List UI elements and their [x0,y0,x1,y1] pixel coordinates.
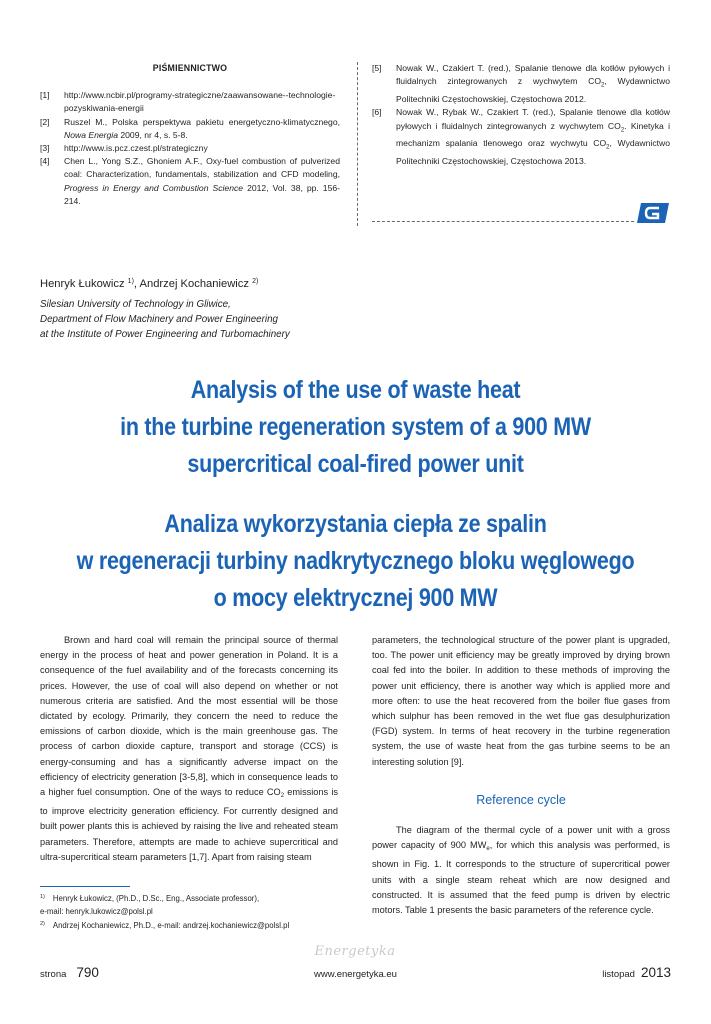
footnotes [40,891,289,932]
reference-item [372,62,670,106]
reference-number: [2] [40,116,50,127]
journal-end-mark-icon [637,203,669,223]
website-link[interactable]: www.energetyka.eu [314,969,397,980]
page-number: 790 [76,965,99,980]
reference-text: http://www.is.pcz.czest.pl/strategiczny [64,143,208,154]
footnote: $^{1)}$ Henryk Łukowicz, (Ph.D., D.Sc., Eng., Associate professor), [40,894,260,903]
reference-number: [4] [40,156,50,167]
body-paragraph: The diagram of the thermal cycle of a power unit with a gross power capacity of 900 $MW_e$, for which this analysis was performed, is shown in Fig. 1. It corresponds to the structure of supercritical power units with a single steam reheat which are now designed and constructed. It is assumed that the feed pump is driven by electric motors. Table 1 presents the basic parameters of the reference cycle. [372,825,670,916]
page-label: strona [40,969,67,980]
section-heading: Reference cycle [476,792,566,807]
issue-month: listopad [602,969,635,980]
references-right [372,62,670,169]
reference-item [40,116,340,142]
issue-date [602,965,671,980]
body-paragraph: parameters, the technological structure of the power plant is upgraded, too. The power unit efficiency may be greatly improved by drying brown coal fed into the boiler. In addition to these methods of improving the power unit efficiency, there is another way which is applied more and more often: to use the heat recovered from the boiler flue gases from which sulphur has been removed in the wet flue gas desulphurization (FGD) system. In terms of heat recovery in the turbine regeneration system, the use of waste heat from the gas turbine seems to be an interesting solution [9]. [372,635,670,767]
references-heading: PIŚMIENNICTWO [152,63,228,73]
title-english: Analysis of the use of waste heat in the turbine regeneration system of a 900 MW supercritical coal-fired power unit [120,376,591,478]
journal-logo: Energetyka [314,944,396,959]
section-end-rule [372,221,634,222]
title-polish: Analiza wykorzystania ciepła ze spalin w regeneracji turbiny nadkrytycznego bloku węglowego o mocy elektrycznej 900 MW [76,510,635,612]
reference-item [40,89,340,115]
reference-text: Nowak W., Rybak W., Czakiert T. (red.), Spalanie tlenowe dla kotłów pyłowych i fluidalnych zintegrowanych z wychwytem $CO_2$. Kinetyka i mechanizm spalania tlenowego oraz wychwytu $CO_2$, Wydawnictwo Politechniki Częstochowskiej, Częstochowa 2013. [396,107,670,167]
footnote-rule [40,886,130,887]
body-left-column: Brown and hard coal will remain the principal source of thermal energy in the process of heat and power generation in Poland. It is a consequence of the fuel availability and of the forecasts concerning its prices. However, the use of coal will also depend on whether or not numerous criteria are satisfied. And the most essential will be those dictated by ecology. Primarily, they concern the need to reduce the emissions of carbon dioxide, which is the main greenhouse gas. The process of carbon dioxide capture, transport and storage (CCS) is energy-consuming and has a significantly adverse impact on the efficiency of electricity generation [3-5,8], which in consequence leads to a higher fuel consumption. One of the ways to reduce $CO_2$ emissions is to improve electricity generation efficiency. For currently designed and built power plants this is achieved by raising the live and reheated steam parameters. Therefore, attempts are made to achieve supercritical and ultra-supercritical steam parameters [1,7]. Apart from raising steam [40,635,338,862]
reference-text: Nowak W., Czakiert T. (red.), Spalanie tlenowe dla kotłów pyłowych i fluidalnych zintegrowanych z wychwytem $CO_2$, Wydawnictwo Politechniki Częstochowskiej, Częstochowa 2012. [396,63,670,105]
reference-text: Chen L., Yong S.Z., Ghoniem A.F., Oxy-fuel combustion of pulverized coal: Characterization, fundamentals, stabilization and CFD modeling, Progress in Energy and Combustion Science 2012, Vol. 38, pp. 156-214. [64,156,341,206]
reference-number: [6] [372,107,382,118]
author-affiliation: Silesian University of Technology in Gliwice, Department of Flow Machinery and Power Engineering at the Institute of Power Engineering and Turbomachinery [40,299,290,340]
reference-number: [5] [372,63,382,73]
reference-item [40,155,340,208]
issue-year: 2013 [640,965,671,980]
footnote: $^{2)}$ Andrzej Kochaniewicz, Ph.D., e-mail: andrzej.kochaniewicz@polsl.pl [40,921,290,930]
body-right-column [372,633,670,918]
reference-number: [3] [40,143,50,154]
author-names: Henryk Łukowicz $^{1)}$, Andrzej Kochaniewicz $^{2)}$ [40,278,259,290]
reference-item [372,106,670,168]
reference-number: [1] [40,90,50,101]
references-left [40,62,340,208]
reference-text: Ruszel M., Polska perspektywa pakietu energetyczno-klimatycznego, Nowa Energia 2009, nr 4, s. 5-8. [64,116,340,140]
reference-text: http://www.ncbir.pl/programy-strategiczne/zaawansowane--technologie-pozyskiwania-energii [64,90,336,114]
footnote: e-mail: henryk.lukowicz@polsl.pl [40,907,153,916]
reference-item [40,142,340,155]
column-divider [357,62,358,226]
